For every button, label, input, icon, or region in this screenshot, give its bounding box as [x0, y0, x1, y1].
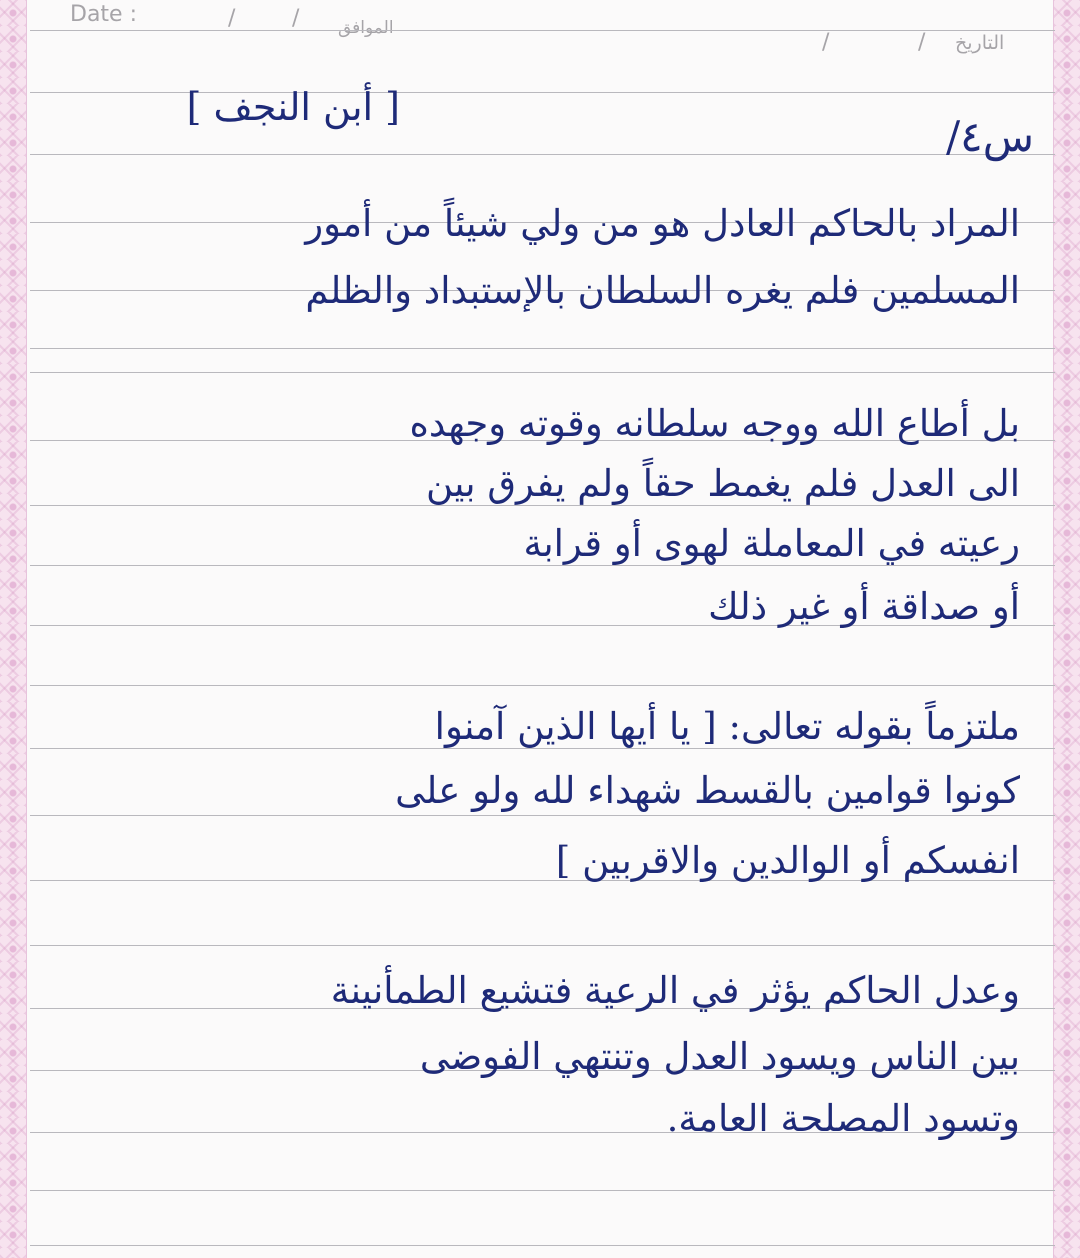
handwritten-line: انفسكم أو الوالدين والاقربين ]: [555, 839, 1020, 882]
handwritten-line: بل أطاع الله ووجه سلطانه وقوته وجهده: [409, 402, 1020, 445]
handwritten-line: كونوا قوامين بالقسط شهداء لله ولو على: [395, 769, 1020, 812]
ruled-line: [30, 348, 1055, 349]
date-slash: /: [228, 6, 236, 31]
right-decorative-border: [1053, 0, 1080, 1258]
handwritten-line: وتسود المصلحة العامة.: [666, 1097, 1020, 1140]
date-label: Date :: [70, 2, 137, 27]
handwritten-line: أو صداقة أو غير ذلك: [708, 585, 1020, 628]
date-slash: /: [918, 30, 926, 55]
ruled-line: [30, 154, 1055, 155]
ruled-line: [30, 92, 1055, 93]
muwafiq-label: الموافق: [338, 18, 394, 38]
ruled-line: [30, 815, 1055, 816]
ruled-line: [30, 748, 1055, 749]
ruled-line: [30, 945, 1055, 946]
handwritten-title: [ أبن النجف ]: [186, 85, 400, 129]
tarikh-label: التاريخ: [955, 32, 1005, 54]
ruled-line: [30, 1245, 1055, 1246]
handwritten-line: الى العدل فلم يغمط حقاً ولم يفرق بين: [425, 462, 1020, 505]
left-decorative-border: [0, 0, 27, 1258]
handwritten-line: ملتزماً بقوله تعالى: [ يا أيها الذين آمنوا: [434, 705, 1020, 748]
date-slash: /: [292, 6, 300, 31]
question-number: س٤/: [946, 112, 1034, 161]
handwritten-line: المسلمين فلم يغره السلطان بالإستبداد والظلم: [305, 269, 1020, 312]
ruled-line: [30, 505, 1055, 506]
handwritten-line: وعدل الحاكم يؤثر في الرعية فتشيع الطمأنينة: [330, 969, 1020, 1012]
ruled-line: [30, 565, 1055, 566]
handwritten-line: بين الناس ويسود العدل وتنتهي الفوضى: [419, 1035, 1020, 1078]
ruled-line: [30, 1190, 1055, 1191]
ruled-line: [30, 372, 1055, 373]
date-slash: /: [822, 30, 830, 55]
ruled-line: [30, 30, 1055, 31]
handwritten-line: رعيته في المعاملة لهوى أو قرابة: [523, 522, 1020, 565]
handwritten-line: المراد بالحاكم العادل هو من ولي شيئاً من أمور: [305, 202, 1020, 245]
ruled-line: [30, 685, 1055, 686]
